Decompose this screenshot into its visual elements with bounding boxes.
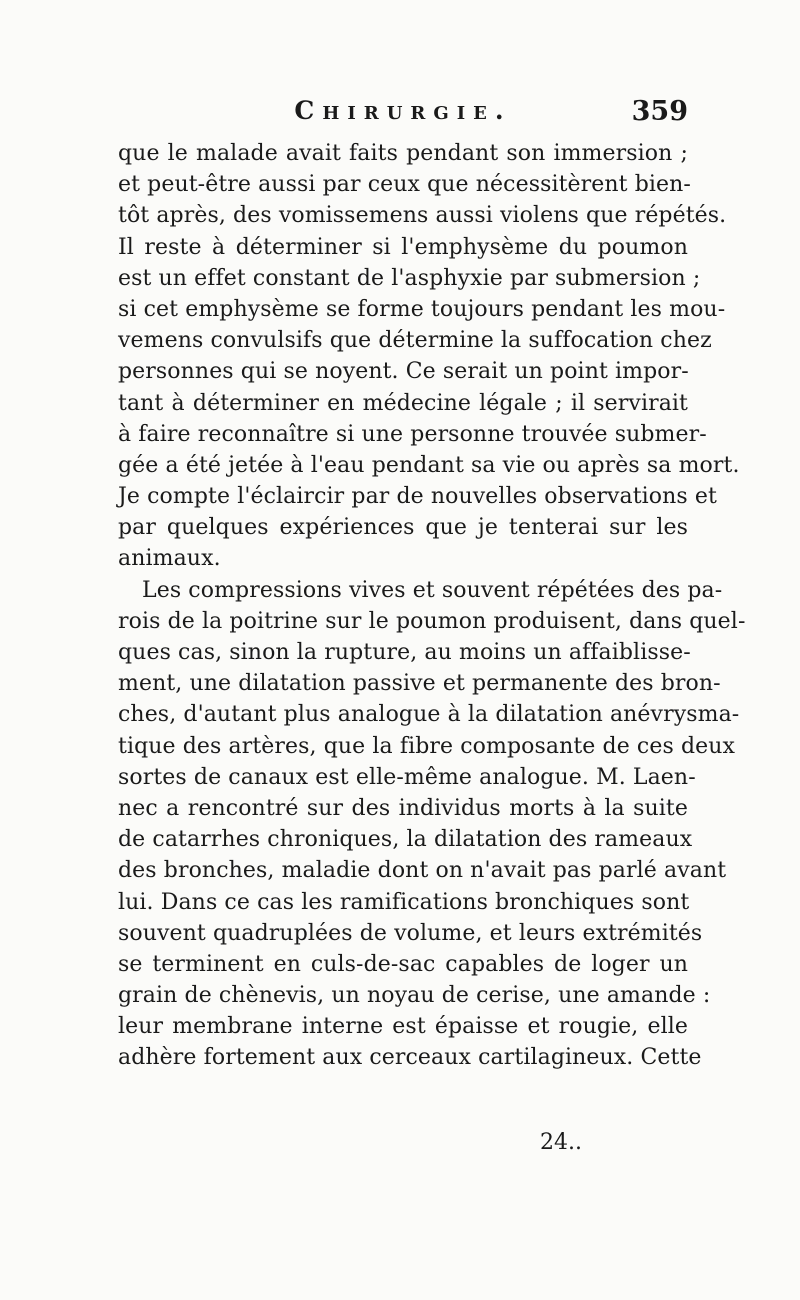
text-line: nec a rencontré sur des individus morts à la suite bbox=[118, 795, 688, 821]
text-line: lui. Dans ce cas les ramifications bronchiques sont bbox=[118, 889, 690, 915]
text-line: souvent quadruplées de volume, et leurs extrémités bbox=[118, 920, 703, 946]
text-line: se terminent en culs-de-sac capables de loger un bbox=[118, 951, 688, 977]
text-line: tôt après, des vomissemens aussi violens que répétés. bbox=[118, 203, 727, 229]
text-line: ment, une dilatation passive et permanente des bron- bbox=[118, 671, 721, 697]
text-line: par quelques expériences que je tenterai sur les bbox=[118, 515, 688, 541]
text-line: rois de la poitrine sur le poumon produisent, dans quel- bbox=[118, 608, 746, 634]
paragraph-start-line: Les compressions vives et souvent répétées des pa- bbox=[142, 577, 723, 603]
text-line: si cet emphysème se forme toujours pendant les mou- bbox=[118, 296, 726, 322]
text-line: que le malade avait faits pendant son immersion ; bbox=[118, 141, 688, 166]
text-line: animaux. bbox=[118, 546, 221, 572]
text-line: gée a été jetée à l'eau pendant sa vie ou après sa mort. bbox=[118, 452, 740, 478]
text-line: et peut-être aussi par ceux que nécessitèrent bien- bbox=[118, 172, 691, 198]
text-line: des bronches, maladie dont on n'avait pas parlé avant bbox=[118, 858, 727, 884]
text-line: est un effet constant de l'asphyxie par submersion ; bbox=[118, 265, 701, 291]
page-number: 359 bbox=[631, 96, 688, 127]
text-line: vemens convulsifs que détermine la suffocation chez bbox=[118, 328, 712, 354]
text-line: sortes de canaux est elle-même analogue. M. Laen- bbox=[118, 764, 696, 790]
signature-mark: 24.. bbox=[540, 1130, 582, 1155]
text-line: à faire reconnaître si une personne trouvée submer- bbox=[118, 421, 707, 447]
text-line: tant à déterminer en médecine légale ; il servirait bbox=[118, 390, 688, 416]
text-line: adhère fortement aux cerceaux cartilagineux. Cette bbox=[118, 1045, 702, 1071]
text-line: Je compte l'éclaircir par de nouvelles observations et bbox=[118, 484, 717, 510]
text-line: grain de chènevis, un noyau de cerise, une amande : bbox=[118, 983, 711, 1009]
text-line: ches, d'autant plus analogue à la dilatation anévrysma- bbox=[118, 702, 740, 728]
text-line: Il reste à déterminer si l'emphysème du poumon bbox=[118, 234, 688, 260]
page-header bbox=[118, 96, 688, 136]
body-text bbox=[118, 138, 746, 1074]
text-line: leur membrane interne est épaisse et rougie, elle bbox=[118, 1014, 688, 1040]
text-line: de catarrhes chroniques, la dilatation des rameaux bbox=[118, 827, 693, 853]
text-line: tique des artères, que la fibre composante de ces deux bbox=[118, 733, 736, 759]
running-head: Chirurgie. bbox=[294, 96, 512, 125]
text-line: personnes qui se noyent. Ce serait un point impor- bbox=[118, 359, 689, 385]
text-line: ques cas, sinon la rupture, au moins un affaiblisse- bbox=[118, 640, 691, 665]
